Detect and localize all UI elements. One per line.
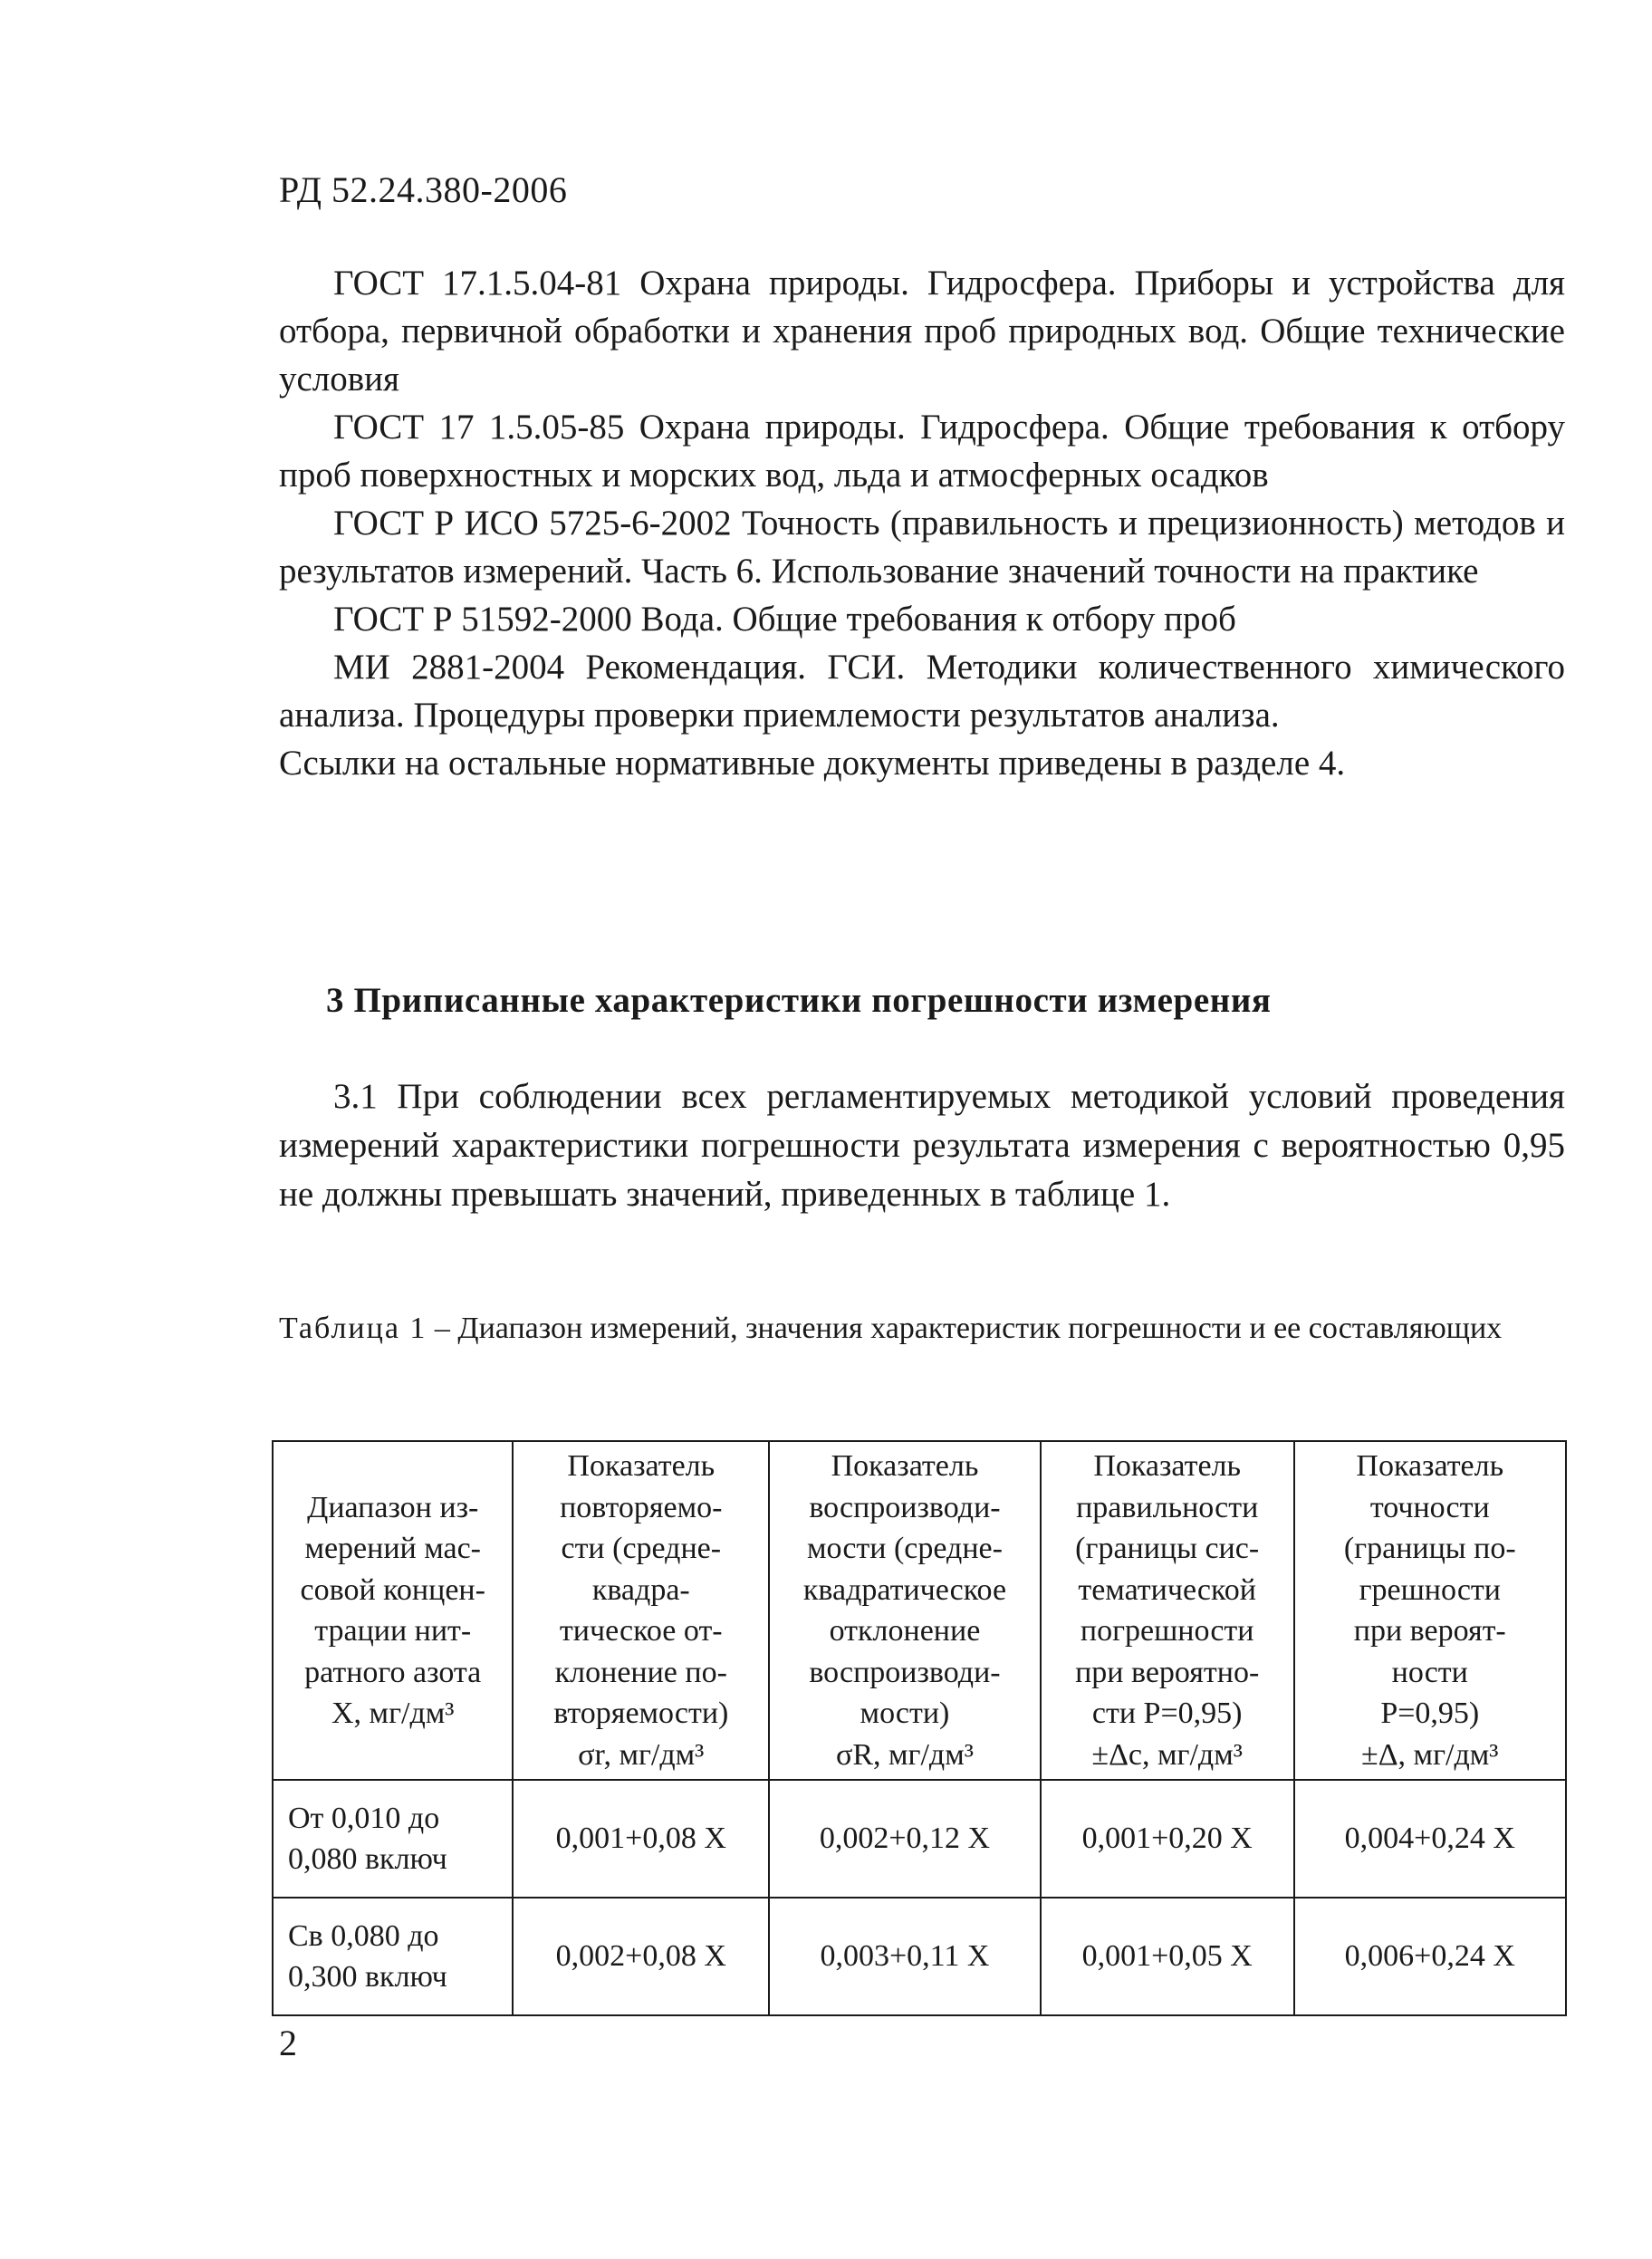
header-line: σr, мг/дм³	[578, 1737, 705, 1772]
reference-item: ГОСТ 17.1.5.04-81 Охрана природы. Гидросфера. Приборы и устройства для отбора, первичной обработки и хранения проб природных вод. Общие технические условия	[279, 264, 1565, 399]
table-row	[273, 1898, 1566, 2015]
reference-item: ГОСТ Р 51592-2000 Вода. Общие требования к отбору проб	[333, 600, 1236, 639]
header-line: трации нит-	[314, 1614, 472, 1648]
page-number: 2	[279, 2023, 297, 2063]
header-accuracy	[1294, 1441, 1566, 1780]
header-line: P=0,95)	[1380, 1697, 1480, 1730]
header-line: X, мг/дм³	[331, 1697, 455, 1730]
reference-item: ГОСТ Р ИСО 5725-6-2002 Точность (правильность и прецизионность) методов и результатов измерений. Часть 6. Использование значений точности на практике	[279, 504, 1565, 591]
header-line: σR, мг/дм³	[836, 1737, 974, 1772]
header-reproducibility	[769, 1441, 1041, 1780]
header-line: (границы по-	[1343, 1532, 1516, 1565]
document-code: РД 52.24.380-2006	[279, 169, 568, 210]
header-line: мости)	[860, 1697, 950, 1730]
header-line: повторяемо-	[560, 1490, 723, 1524]
table-cell: 0,003+0,11 X	[769, 1898, 1041, 2015]
header-line: воспроизводи-	[809, 1655, 1001, 1689]
header-line: тематической	[1078, 1572, 1256, 1607]
header-line: квадратическое	[802, 1572, 1007, 1607]
header-line: при вероятно-	[1075, 1655, 1260, 1689]
table-cell: 0,002+0,12 X	[769, 1780, 1041, 1898]
table-caption-label: Таблица 1	[279, 1312, 427, 1345]
header-line: (границы сис-	[1075, 1532, 1260, 1565]
header-repeatability	[513, 1441, 769, 1780]
table-cell: Св 0,080 до 0,300 включ	[273, 1898, 513, 2015]
table-caption-text: – Диапазон измерений, значения характеристик погрешности и ее составляющих	[427, 1312, 1503, 1345]
table-cell: 0,001+0,08 X	[513, 1780, 769, 1898]
header-line: ратного азота	[304, 1655, 482, 1689]
header-line: точности	[1369, 1490, 1490, 1524]
header-line: сти (средне-	[561, 1532, 722, 1565]
table-cell: 0,006+0,24 X	[1294, 1898, 1566, 2015]
table-cell: 0,002+0,08 X	[513, 1898, 769, 2015]
reference-item: МИ 2881-2004 Рекомендация. ГСИ. Методики количественного химического анализа. Процедуры проверки приемлемости результатов анализа.	[279, 648, 1565, 735]
table-cell: 0,004+0,24 X	[1294, 1780, 1566, 1898]
references-note: Ссылки на остальные нормативные документы приведены в разделе 4.	[279, 744, 1346, 783]
table-caption	[279, 1308, 1565, 1350]
header-line: грешности	[1359, 1572, 1501, 1607]
header-line: ±Δc, мг/дм³	[1091, 1737, 1243, 1772]
header-line: Диапазон из-	[307, 1490, 479, 1524]
header-line: отклонение	[829, 1614, 981, 1648]
header-measurement-range	[273, 1441, 513, 1780]
header-line: Показатель	[567, 1449, 716, 1483]
section-paragraph: 3.1 При соблюдении всех регламентируемых методикой условий проведения измерений характеристики погрешности результата измерения с вероятностью 0,95 не должны превышать значений, приведенных в таблице 1.	[279, 1077, 1565, 1214]
header-line: Показатель	[1356, 1449, 1504, 1483]
header-line: совой концен-	[300, 1572, 485, 1607]
header-line: мости (средне-	[806, 1532, 1003, 1565]
header-line: ности	[1391, 1655, 1468, 1689]
table-cell: 0,001+0,05 X	[1041, 1898, 1294, 2015]
header-line: ±Δ, мг/дм³	[1361, 1737, 1499, 1772]
header-line: Показатель	[831, 1449, 979, 1483]
header-line: тическое от-	[559, 1614, 723, 1648]
error-characteristics-table	[272, 1440, 1567, 2016]
header-line: клонение по-	[554, 1655, 727, 1689]
header-line: погрешности	[1080, 1614, 1254, 1648]
header-line: воспроизводи-	[809, 1490, 1001, 1524]
header-line: правильности	[1076, 1490, 1259, 1524]
header-line: квадра-	[591, 1572, 690, 1607]
table-cell: От 0,010 до 0,080 включ	[273, 1780, 513, 1898]
header-line: при вероят-	[1353, 1614, 1506, 1648]
reference-item: ГОСТ 17 1.5.05-85 Охрана природы. Гидросфера. Общие требования к отбору проб поверхностных и морских вод, льда и атмосферных осадков	[279, 408, 1565, 495]
table-row	[273, 1780, 1566, 1898]
header-line: Показатель	[1093, 1449, 1242, 1483]
header-trueness	[1041, 1441, 1294, 1780]
header-line: сти P=0,95)	[1091, 1697, 1243, 1730]
normative-references	[279, 259, 1565, 787]
header-line: вторяемости)	[553, 1697, 729, 1730]
table-header-row	[273, 1441, 1566, 1780]
header-line: мерений мас-	[304, 1532, 482, 1565]
table-cell: 0,001+0,20 X	[1041, 1780, 1294, 1898]
section-heading: 3 Приписанные характеристики погрешности измерения	[326, 981, 1272, 1020]
